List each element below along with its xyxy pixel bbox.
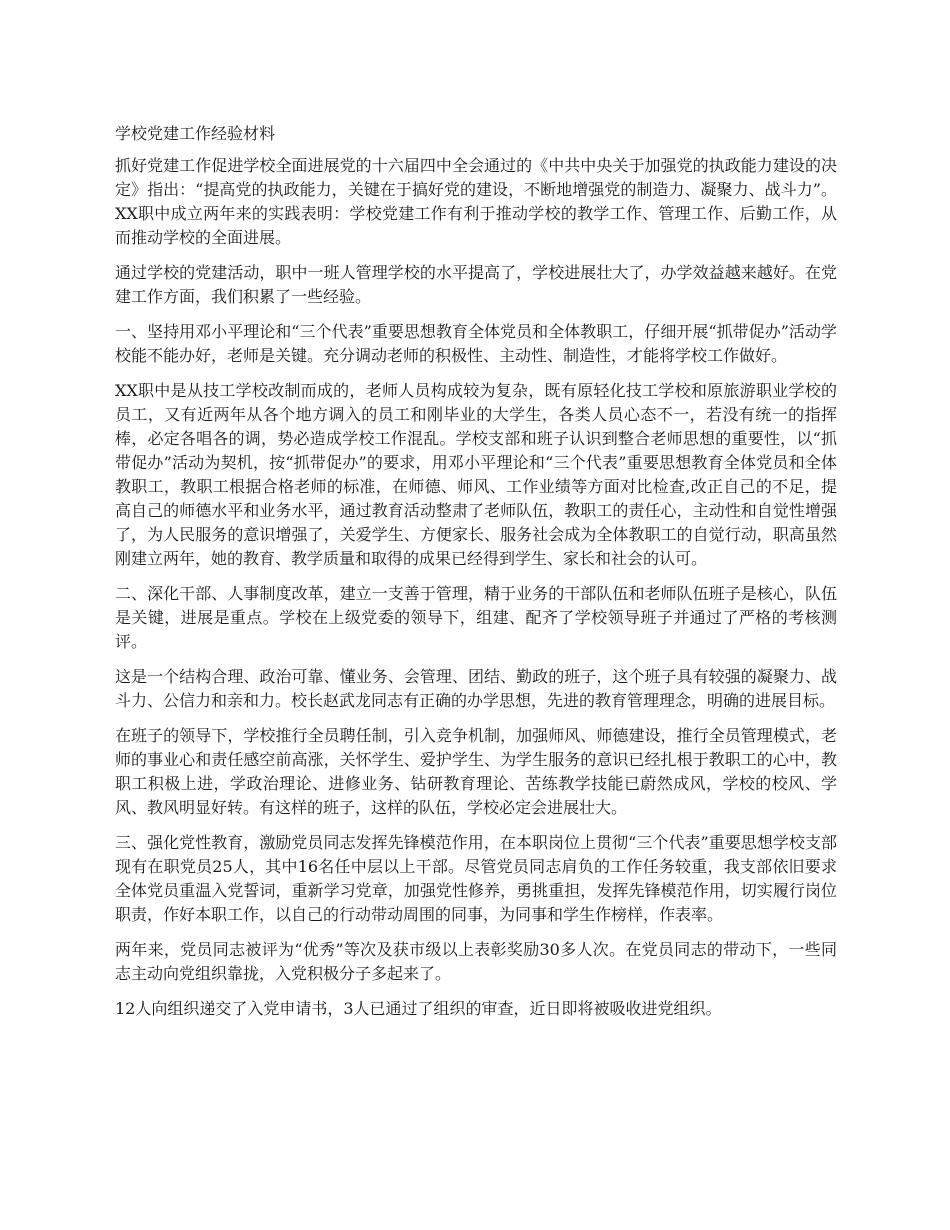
paragraph-6: 这是一个结构合理、政治可靠、懂业务、会管理、团结、勤政的班子，这个班子具有较强的凝聚力、战斗力、公信力和亲和力。校长赵武龙同志有正确的办学思想，先进的教育管理理念，明确的进展目标。 bbox=[115, 667, 837, 710]
paragraph-1: 抓好党建工作促进学校全面进展党的十六届四中全会通过的《中共中央关于加强党的执政能力建设的决定》指出：“提高党的执政能力，关键在于搞好党的建设，不断地增强党的制造力、凝聚力、战斗力”。XX职中成立两年来的实践表明：学校党建工作有利于推动学校的教学工作、管理工作、后勤工作，从而推动学校的全面进展。 bbox=[115, 156, 837, 247]
paragraph-10: 12人向组织递交了入党申请书，3人已通过了组织的审查，近日即将被吸收进党组织。 bbox=[115, 999, 722, 1018]
paragraph-2: 通过学校的党建活动，职中一班人管理学校的水平提高了，学校进展壮大了，办学效益越来越好。在党建工作方面，我们积累了一些经验。 bbox=[115, 263, 837, 306]
paragraph-8: 三、强化党性教育，激励党员同志发挥先锋模范作用，在本职岗位上贯彻“三个代表”重要思想学校支部现有在职党员25人，其中16名任中层以上干部。尽管党员同志肩负的工作任务较重，我支部依旧要求全体党员重温入党誓词，重新学习党章，加强党性修养，勇挑重担，发挥先锋模范作用，切实履行岗位职责，作好本职工作，以自己的行动带动周围的同事，为同事和学生作榜样，作表率。 bbox=[115, 833, 837, 924]
paragraph-4: XX职中是从技工学校改制而成的，老师人员构成较为复杂，既有原轻化技工学校和原旅游职业学校的员工，又有近两年从各个地方调入的员工和刚毕业的大学生，各类人员心态不一，若没有统一的指挥棒，必定各唱各的调，势必造成学校工作混乱。学校支部和班子认识到整合老师思想的重要性，以“抓带促办”活动为契机，按“抓带促办”的要求，用邓小平理论和“三个代表”重要思想教育全体党员和全体教职工，教职工根据合格老师的标准，在师德、师风、工作业绩等方面对比检查,改正自己的不足，提高自己的师德水平和业务水平，通过教育活动整肃了老师队伍，教职工的责任心，主动性和自觉性增强了，为人民服务的意识增强了，关爱学生、方便家长、服务社会成为全体教职工的自觉行动，职高虽然刚建立两年，她的教育、教学质量和取得的成果已经得到学生、家长和社会的认可。 bbox=[115, 381, 837, 568]
document-page bbox=[115, 122, 837, 1032]
paragraph-3: 一、坚持用邓小平理论和“三个代表”重要思想教育全体党员和全体教职工，仔细开展“抓带促办”活动学校能不能办好，老师是关键。充分调动老师的积极性、主动性、制造性，才能将学校工作做好。 bbox=[115, 322, 837, 365]
paragraph-9: 两年来，党员同志被评为“优秀”等次及获市级以上表彰奖励30多人次。在党员同志的带动下，一些同志主动向党组织靠拢，入党积极分子多起来了。 bbox=[115, 940, 837, 983]
document-title: 学校党建工作经验材料 bbox=[115, 124, 276, 143]
paragraph-5: 二、深化干部、人事制度改革，建立一支善于管理，精于业务的干部队伍和老师队伍班子是核心，队伍是关键，进展是重点。学校在上级党委的领导下，组建、配齐了学校领导班子并通过了严格的考核测评。 bbox=[115, 584, 837, 651]
paragraph-7: 在班子的领导下，学校推行全员聘任制，引入竞争机制，加强师风、师德建设，推行全员管理模式，老师的事业心和责任感空前高涨，关怀学生、爱护学生、为学生服务的意识已经扎根于教职工的心中，教职工积极上进，学政治理论、进修业务、钻研教育理论、苦练教学技能已蔚然成风，学校的校风、学风、教风明显好转。有这样的班子，这样的队伍，学校必定会进展壮大。 bbox=[115, 726, 837, 817]
